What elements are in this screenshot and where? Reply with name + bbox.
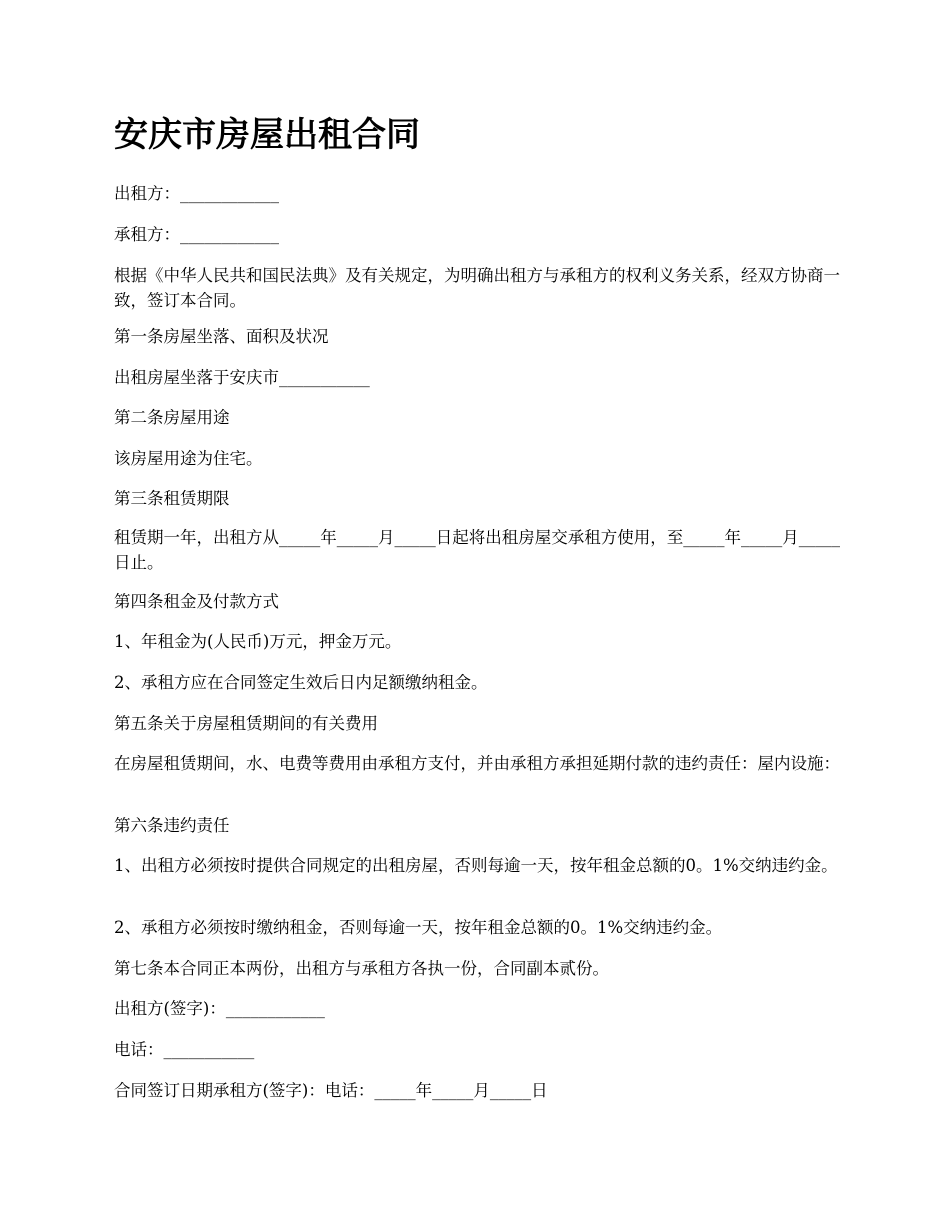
lessor-line: 出租方：____________ [114, 184, 279, 203]
lease-term-paragraph: 租赁期一年，出租方从_____年_____月_____日起将出租房屋交承租方使用，至_____年_____月_____日止。 [114, 528, 840, 572]
lessor-signature-line: 出租方(签字)：____________ [114, 999, 325, 1018]
article-1-heading: 第一条房屋坐落、面积及状况 [114, 327, 329, 346]
phone-line: 电话：___________ [114, 1040, 255, 1059]
breach-clause-1: 1、出租方必须按时提供合同规定的出租房屋，否则每逾一天，按年租金总额的0。1%交纳违约金。 [114, 856, 838, 875]
property-location-line: 出租房屋坐落于安庆市___________ [114, 368, 370, 387]
article-7-paragraph: 第七条本合同正本两份，出租方与承租方各执一份，合同副本贰份。 [114, 959, 609, 978]
property-use-line: 该房屋用途为住宅。 [114, 449, 263, 468]
rent-clause-1: 1、年租金为(人民币)万元，押金万元。 [114, 632, 402, 651]
preamble-paragraph: 根据《中华人民共和国民法典》及有关规定，为明确出租方与承租方的权利义务关系，经双方协商一致，签订本合同。 [114, 266, 840, 310]
signing-date-line: 合同签订日期承租方(签字)：电话：_____年_____月_____日 [114, 1081, 548, 1100]
page-title: 安庆市房屋出租合同 [114, 115, 420, 155]
lessee-line: 承租方：____________ [114, 225, 279, 244]
rent-clause-2: 2、承租方应在合同签定生效后日内足额缴纳租金。 [114, 673, 488, 692]
breach-clause-2: 2、承租方必须按时缴纳租金，否则每逾一天，按年租金总额的0。1%交纳违约金。 [114, 918, 723, 937]
fees-paragraph: 在房屋租赁期间，水、电费等费用由承租方支付，并由承租方承担延期付款的违约责任：屋内设施： [114, 754, 840, 773]
article-6-heading: 第六条违约责任 [114, 816, 230, 835]
article-4-heading: 第四条租金及付款方式 [114, 592, 279, 611]
article-2-heading: 第二条房屋用途 [114, 408, 230, 427]
article-3-heading: 第三条租赁期限 [114, 489, 230, 508]
article-5-heading: 第五条关于房屋租赁期间的有关费用 [114, 714, 378, 733]
